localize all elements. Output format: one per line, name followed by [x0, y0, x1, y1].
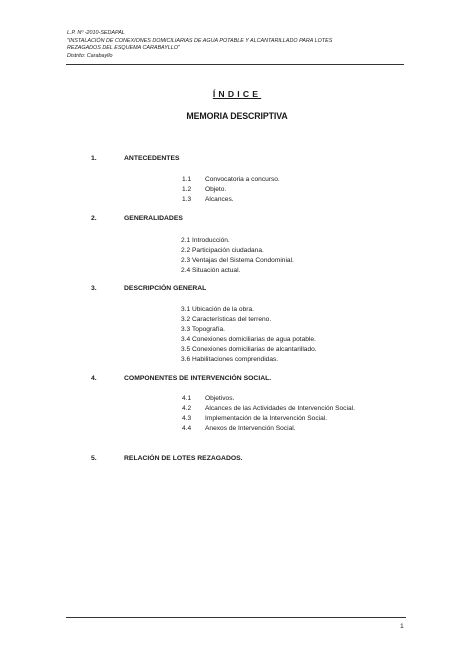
item-number: 1.2	[182, 186, 192, 193]
section-number: 5.	[91, 455, 97, 462]
section-title: GENERALIDADES	[124, 215, 183, 222]
item-number: 3.6	[181, 356, 191, 363]
item-text: Participación ciudadana.	[192, 247, 264, 254]
footer-divider	[66, 617, 406, 618]
item-text: Situación actual.	[192, 267, 241, 274]
item-number: 2.4	[181, 267, 191, 274]
item-number: 3.2	[181, 316, 191, 323]
item-number: 3.1	[181, 306, 191, 313]
item-number: 3.5	[181, 346, 191, 353]
item-number: 4.3	[182, 415, 192, 422]
header-tender-number: L.P. Nº -2010-SEDAPAL	[67, 30, 125, 36]
item-text: Anexos de Intervención Social.	[205, 425, 296, 432]
section-title: COMPONENTES DE INTERVENCIÓN SOCIAL.	[124, 375, 272, 382]
item-number: 4.2	[182, 405, 192, 412]
section-number: 3.	[91, 285, 97, 292]
item-text: Objeto.	[205, 186, 227, 193]
section-title: DESCRIPCIÓN GENERAL	[124, 285, 207, 292]
index-title: ÍNDICE	[212, 89, 262, 99]
header-divider	[66, 64, 404, 65]
item-text: Habilitaciones comprendidas.	[192, 356, 279, 363]
header-project-title: "INSTALACIÓN DE CONEXIONES DOMICILIARIAS DE AGUA POTABLE Y ALCANTARILLADO PARA LOTES	[67, 37, 333, 44]
item-number: 3.3	[181, 326, 191, 333]
header-district: Distrito: Carabayllo	[67, 52, 113, 59]
item-number: 3.4	[181, 336, 191, 343]
section-number: 2.	[91, 215, 97, 222]
section-title: ANTECEDENTES	[124, 155, 180, 162]
section-title: RELACIÓN DE LOTES REZAGADOS.	[124, 455, 243, 462]
section-number: 1.	[91, 155, 97, 162]
item-text: Características del terreno.	[192, 316, 272, 323]
item-number: 1.1	[182, 176, 192, 183]
item-number: 4.1	[182, 395, 192, 402]
page-number: 1	[400, 623, 404, 630]
item-text: Conexiones domiciliarias de alcantarillado.	[192, 346, 317, 353]
item-text: Ventajas del Sistema Condominial.	[192, 257, 294, 264]
item-text: Implementación de la Intervención Social.	[205, 415, 328, 422]
header-project-title-cont: REZAGADOS DEL ESQUEMA CARABAYLLO"	[67, 45, 180, 52]
item-text: Alcances.	[205, 196, 234, 203]
item-number: 2.1	[181, 237, 191, 244]
item-text: Introducción.	[192, 237, 230, 244]
item-number: 1.3	[182, 196, 192, 203]
item-number: 2.3	[181, 257, 191, 264]
item-text: Convocatoria a concurso.	[205, 176, 280, 183]
item-text: Conexiones domiciliarias de agua potable.	[192, 336, 316, 343]
section-number: 4.	[91, 375, 97, 382]
item-number: 4.4	[182, 425, 192, 432]
item-text: Alcances de las Actividades de Intervención Social.	[205, 405, 355, 412]
document-title: MEMORIA DESCRIPTIVA	[186, 111, 288, 121]
item-text: Objetivos.	[205, 395, 235, 402]
item-number: 2.2	[181, 247, 191, 254]
document-header	[67, 30, 397, 60]
item-text: Topografía.	[192, 326, 225, 333]
item-text: Ubicación de la obra.	[192, 306, 254, 313]
